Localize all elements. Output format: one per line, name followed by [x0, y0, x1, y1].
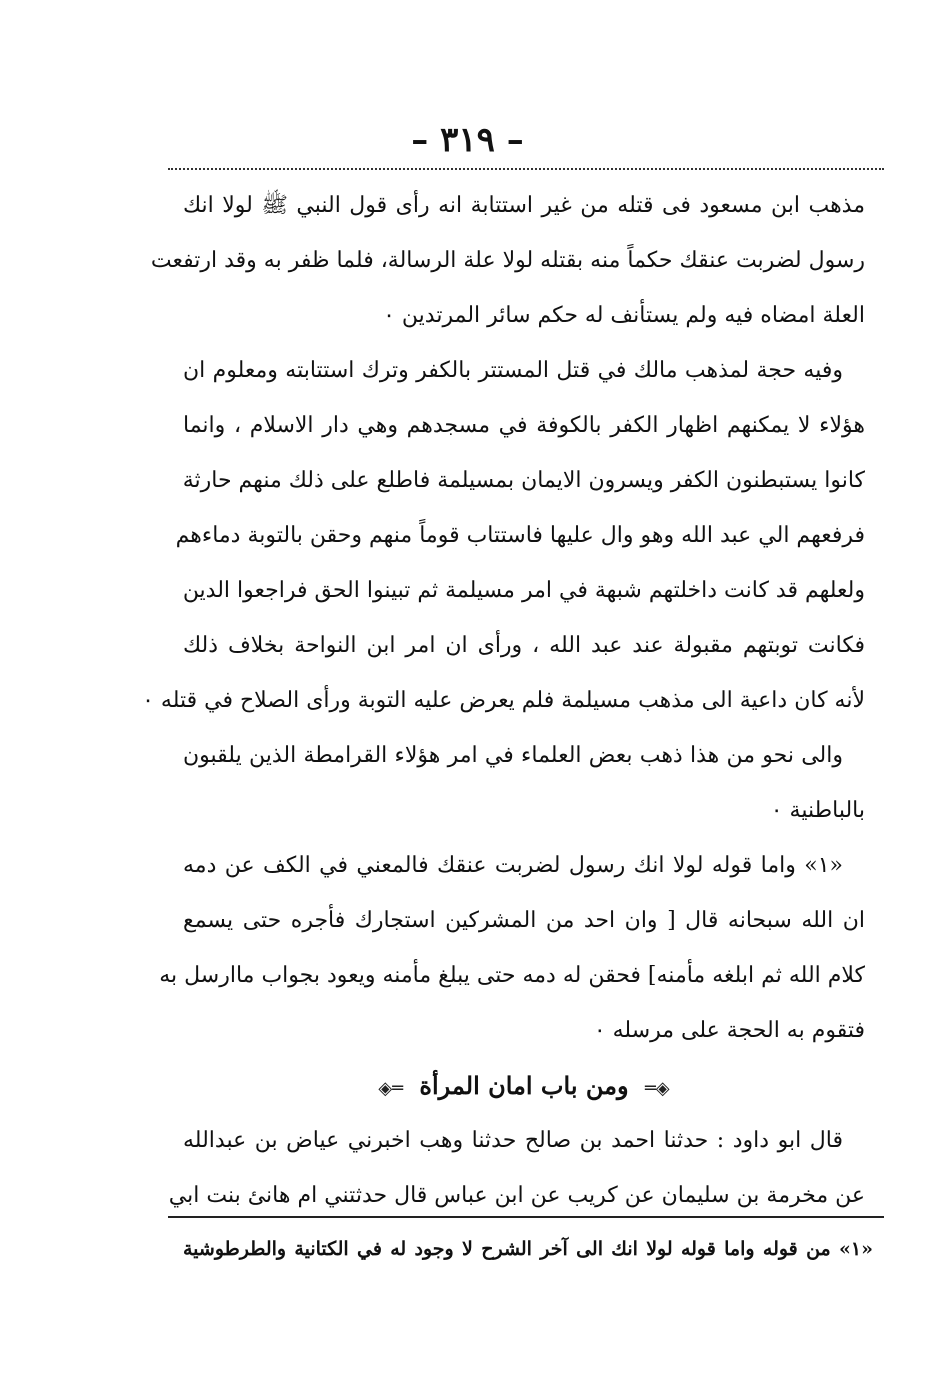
ornament-icon: ◈═ — [644, 1078, 670, 1099]
header-rule — [168, 168, 884, 170]
text-line: فرفعهم الي عبد الله وهو وال عليها فاستتاب قوماً منهم وحقن بالتوبة دماءهم — [175, 523, 865, 548]
text-line: قال ابو داود : حدثنا احمد بن صالح حدثنا وهب اخبرني عياض بن عبدالله — [183, 1128, 843, 1153]
text-line: مذهب ابن مسعود فى قتله من غير استتابة انه رأى قول النبي ﷺ لولا انك — [183, 193, 865, 218]
text-line: لأنه كان داعية الى مذهب مسيلمة فلم يعرض عليه التوبة ورأى الصلاح في قتله ٠ — [142, 688, 865, 713]
footnote-rule — [168, 1216, 884, 1218]
text-line: ان الله سبحانه قال [ وان احد من المشركين استجارك فأجره حتى يسمع — [183, 908, 865, 933]
text-line: بالباطنية ٠ — [770, 798, 865, 823]
text-line: والى نحو من هذا ذهب بعض العلماء في امر هؤلاء القرامطة الذين يلقبون — [183, 743, 843, 768]
footnote: «١» من قوله واما قوله لولا انك الى آخر الشرح لا وجود له في الكتانية والطرطوشية — [183, 1238, 873, 1260]
text-line: فكانت توبتهم مقبولة عند عبد الله ، ورأى ان امر ابن النواحة بخلاف ذلك — [183, 633, 865, 658]
text-line: «١» واما قوله لولا انك رسول لضربت عنقك فالمعني في الكف عن دمه — [183, 853, 843, 878]
page-number: – ٣١٩ – — [411, 120, 524, 160]
body-text — [142, 178, 865, 1223]
section-heading — [183, 1058, 865, 1113]
text-line: هؤلاء لا يمكنهم اظهار الكفر بالكوفة في مسجدهم وهي دار الاسلام ، وانما — [183, 413, 865, 438]
text-line: كانوا يستبطنون الكفر ويسرون الايمان بمسيلمة فاطلع على ذلك منهم حارثة — [182, 468, 865, 493]
ornament-icon: ═◈ — [378, 1078, 404, 1099]
text-line: ولعلهم قد كانت داخلتهم شبهة في امر مسيلمة ثم تبينوا الحق فراجعوا الدين — [182, 578, 865, 603]
text-line: رسول لضربت عنقك حكماً منه بقتله لولا علة الرسالة، فلما ظفر به وقد ارتفعت — [150, 248, 865, 273]
text-line: فتقوم به الحجة على مرسله ٠ — [593, 1018, 865, 1043]
text-line: كلام الله ثم ابلغه مأمنه] فحقن له دمه حتى يبلغ مأمنه ويعود بجواب ماارسل به — [159, 963, 865, 988]
section-heading-text: ومن باب امان المرأة — [419, 1071, 629, 1100]
text-line: عن مخرمة بن سليمان عن كريب عن ابن عباس قال حدثتني ام هانئ بنت ابي — [168, 1183, 865, 1208]
text-line: وفيه حجة لمذهب مالك في قتل المستتر بالكفر وترك استتابته ومعلوم ان — [183, 358, 843, 383]
text-line: العلة امضاه فيه ولم يستأنف له حكم سائر المرتدين ٠ — [383, 303, 865, 328]
